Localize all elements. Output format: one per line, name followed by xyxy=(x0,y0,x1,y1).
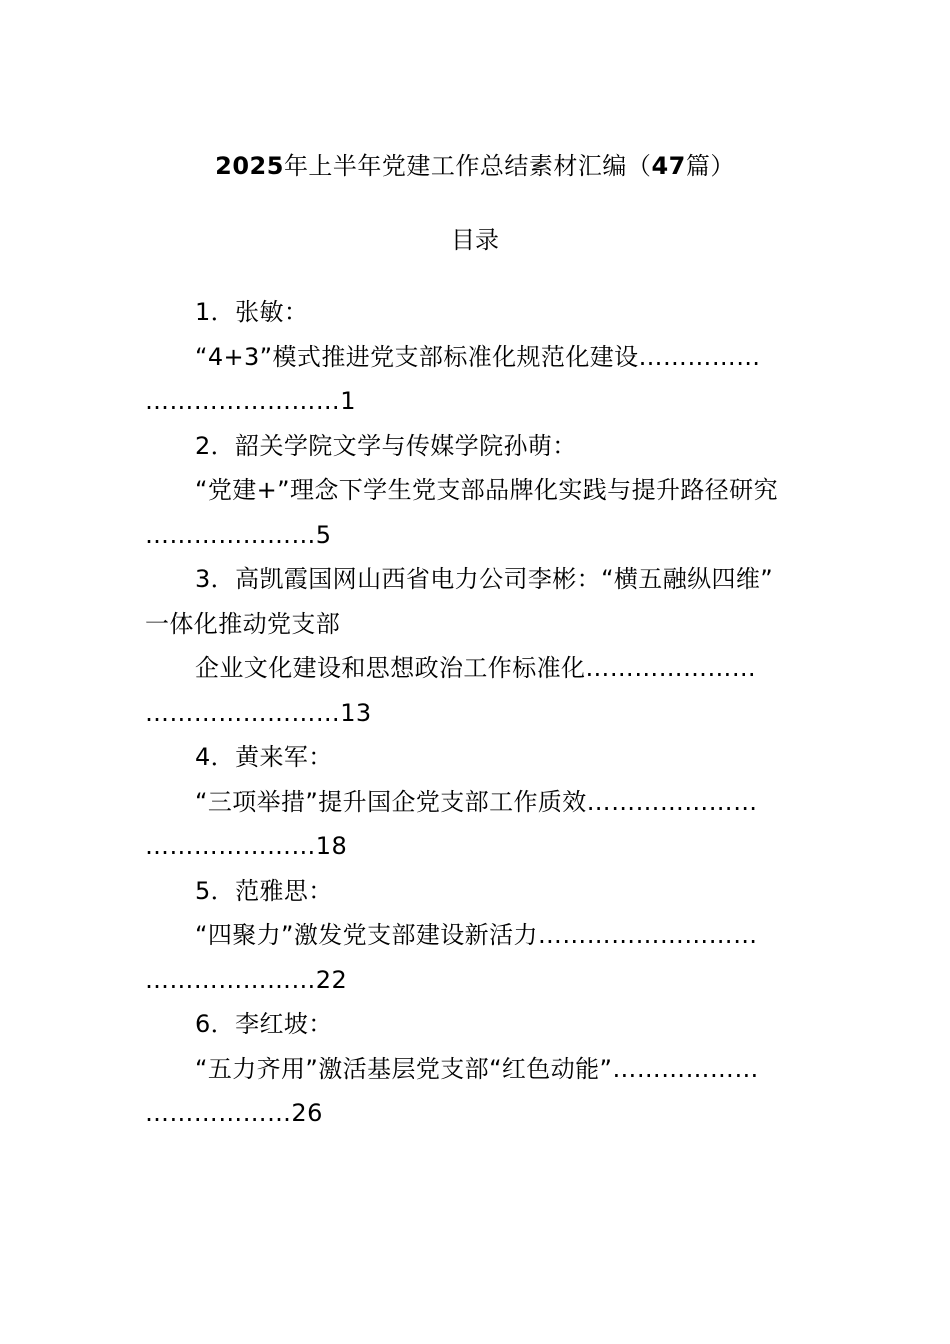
toc-entry-3-heading[interactable]: 3．高凯霞国网山西省电力公司李彬：“横五融纵四维” xyxy=(195,565,774,593)
toc-entry-6-title[interactable]: “五力齐用”激活基层党支部“红色动能”……………… xyxy=(195,1054,759,1083)
toc-entry-1-page[interactable]: ……………………1 xyxy=(145,387,356,415)
document-title: 2025年上半年党建工作总结素材汇编（47篇） xyxy=(215,152,735,180)
toc-entry-2-heading[interactable]: 2．韶关学院文学与传媒学院孙萌： xyxy=(195,431,577,460)
toc-entry-4-heading[interactable]: 4．黄来军： xyxy=(195,743,333,771)
toc-entry-3-page[interactable]: ……………………13 xyxy=(145,698,372,727)
toc-heading: 目录 xyxy=(451,226,499,254)
toc-entry-5-heading[interactable]: 5．范雅思： xyxy=(195,876,333,905)
toc-entry-4-title[interactable]: “三项举措”提升国企党支部工作质效………………… xyxy=(195,787,758,816)
toc-entry-6-heading[interactable]: 6．李红坡： xyxy=(195,1010,333,1038)
toc-entry-3-heading-cont[interactable]: 一体化推动党支部 xyxy=(145,609,341,638)
toc-entry-6-page[interactable]: ………………26 xyxy=(145,1099,323,1127)
toc-entry-3-title[interactable]: 企业文化建设和思想政治工作标准化………………… xyxy=(195,654,757,682)
toc-entry-2-page[interactable]: …………………5 xyxy=(145,520,332,549)
toc-entry-5-page[interactable]: …………………22 xyxy=(145,965,348,994)
toc-entry-1-heading[interactable]: 1．张敏： xyxy=(195,298,309,326)
toc-entry-2-title[interactable]: “党建+”理念下学生党支部品牌化实践与提升路径研究 xyxy=(195,476,778,504)
table-of-contents xyxy=(145,290,810,1136)
toc-entry-5-title[interactable]: “四聚力”激发党支部建设新活力……………………… xyxy=(195,921,758,949)
toc-entry-4-page[interactable]: …………………18 xyxy=(145,832,348,860)
toc-entry-1-title[interactable]: “4+3”模式推进党支部标准化规范化建设…………… xyxy=(195,342,761,371)
